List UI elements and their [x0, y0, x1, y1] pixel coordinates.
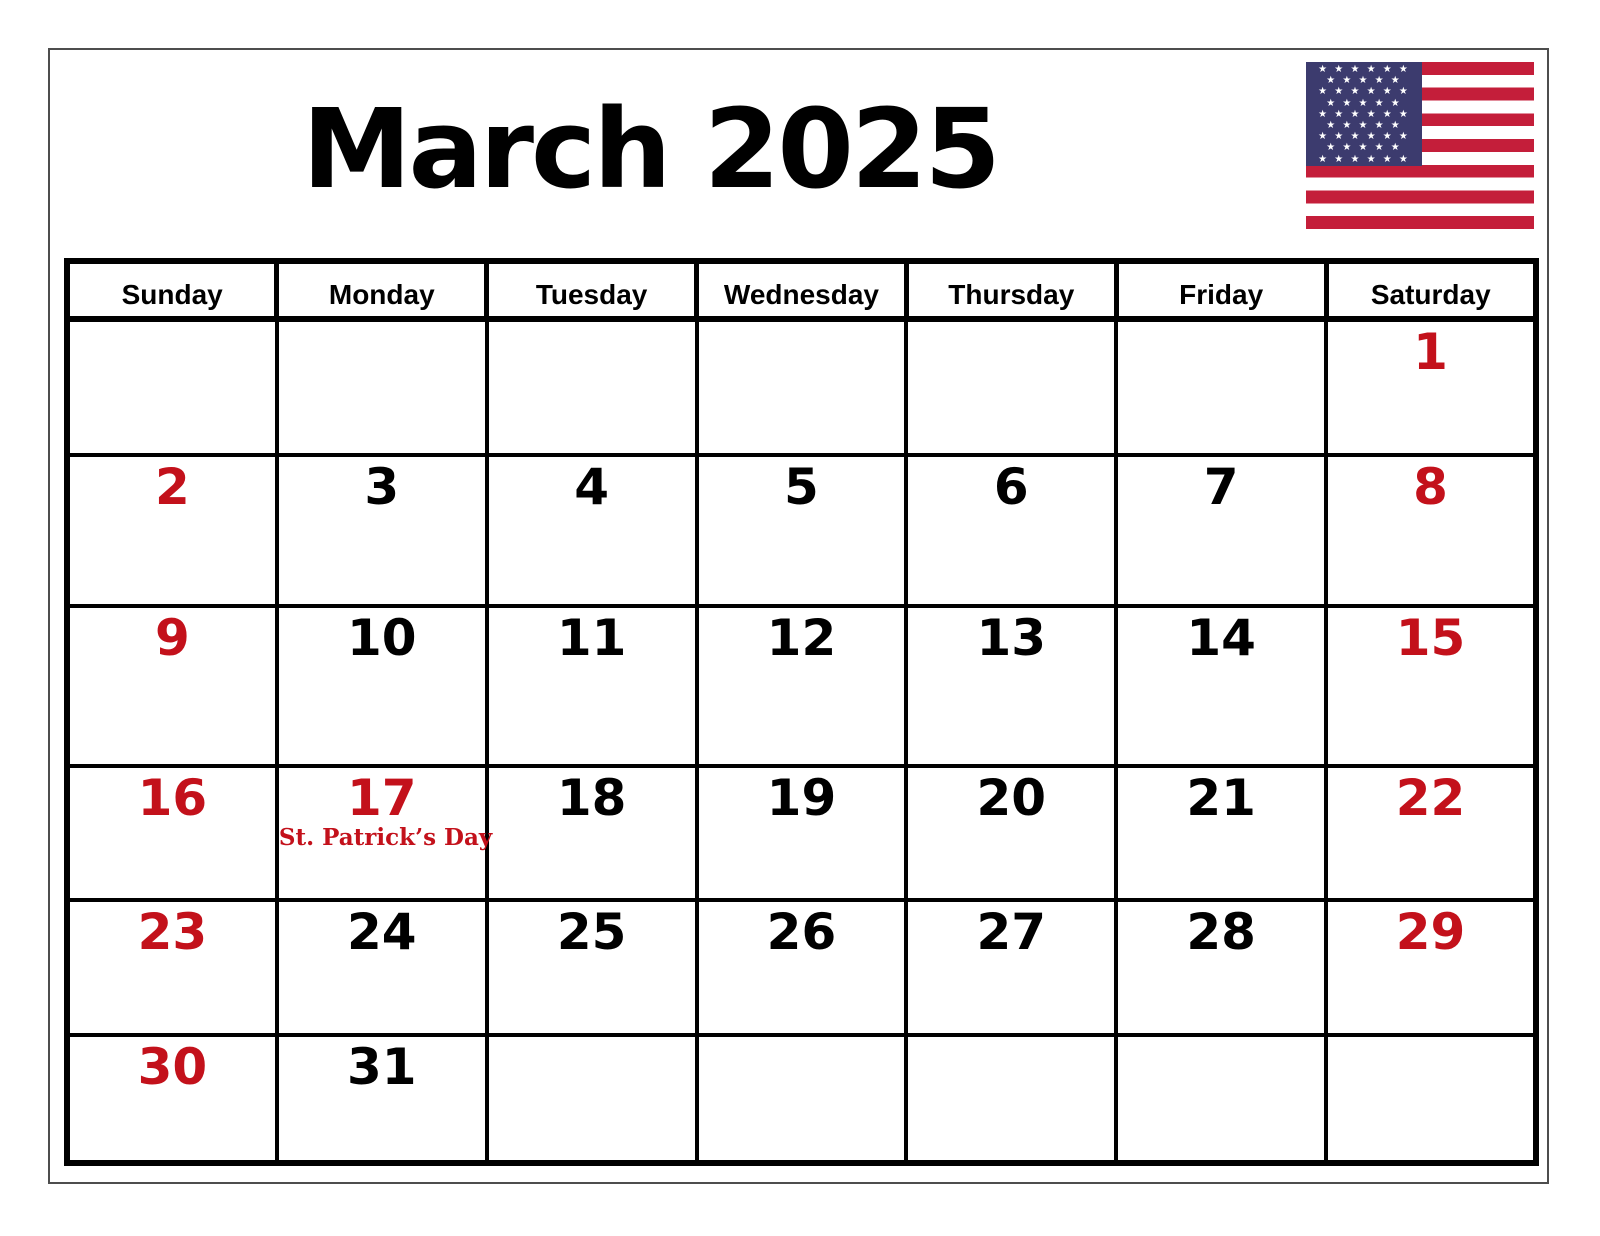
- day-number: 23: [137, 903, 208, 961]
- day-number: 6: [993, 458, 1029, 516]
- day-cell-1: [1326, 319, 1536, 455]
- day-number: 25: [556, 903, 627, 961]
- day-number: 29: [1395, 903, 1466, 961]
- day-cell-17: [277, 766, 493, 900]
- day-cell-3: [277, 455, 487, 606]
- flag-stars-row: ★ ★ ★ ★ ★ ★: [1318, 131, 1410, 143]
- flag-stars-row: ★ ★ ★ ★ ★ ★: [1318, 153, 1410, 165]
- weekday-header-row: [67, 261, 1536, 319]
- day-number: 15: [1395, 609, 1466, 667]
- day-number: 28: [1186, 903, 1256, 961]
- flag-canton: [1306, 62, 1422, 166]
- empty-day-cell: [277, 319, 487, 455]
- day-cell-24: [277, 900, 487, 1035]
- holiday-label: St. Patrick’s Day: [278, 824, 493, 851]
- day-cell-12: [697, 606, 907, 766]
- day-number: 27: [976, 903, 1047, 961]
- day-number: 2: [155, 458, 190, 516]
- day-cell-15: [1326, 606, 1536, 766]
- week-row: [67, 1035, 1536, 1163]
- day-number: 20: [976, 769, 1047, 827]
- empty-day-cell: [67, 319, 277, 455]
- day-cell-20: [906, 766, 1116, 900]
- flag-stars-row: ★ ★ ★ ★ ★: [1326, 75, 1402, 87]
- weekday-header-wednesday: Wednesday: [697, 261, 907, 319]
- day-number: 19: [766, 769, 837, 827]
- weekday-header-friday: Friday: [1116, 261, 1326, 319]
- day-number: 13: [976, 609, 1047, 667]
- day-cell-16: [67, 766, 277, 900]
- day-cell-9: [67, 606, 277, 766]
- day-cell-30: [67, 1035, 277, 1163]
- weekday-header-sunday: Sunday: [67, 261, 277, 319]
- day-cell-13: [906, 606, 1116, 766]
- day-cell-28: [1116, 900, 1326, 1035]
- day-number: 14: [1186, 609, 1256, 667]
- day-number: 16: [137, 769, 208, 827]
- day-number: 1: [1413, 323, 1448, 381]
- page-title: March 2025: [302, 85, 998, 213]
- day-number: 10: [346, 609, 417, 667]
- week-row: [67, 766, 1536, 900]
- flag-stars-row: ★ ★ ★ ★ ★: [1326, 120, 1402, 132]
- day-number: 30: [137, 1038, 208, 1096]
- day-number: 3: [364, 458, 400, 516]
- day-cell-14: [1116, 606, 1326, 766]
- day-cell-31: [277, 1035, 487, 1163]
- day-cell-19: [697, 766, 907, 900]
- day-number: 9: [155, 609, 190, 667]
- day-cell-2: [67, 455, 277, 606]
- day-number: 12: [766, 609, 837, 667]
- weekday-header-monday: Monday: [277, 261, 487, 319]
- week-row: [67, 455, 1536, 606]
- weekday-header-tuesday: Tuesday: [487, 261, 697, 319]
- day-cell-25: [487, 900, 697, 1035]
- calendar-table: [64, 258, 1539, 1166]
- day-cell-26: [697, 900, 907, 1035]
- flag-stars-row: ★ ★ ★ ★ ★: [1326, 97, 1402, 109]
- calendar-page: [48, 48, 1549, 1184]
- day-cell-22: [1326, 766, 1536, 900]
- day-number: 18: [556, 769, 627, 827]
- calendar-body: [67, 319, 1536, 1163]
- week-row: [67, 606, 1536, 766]
- day-number: 8: [1413, 458, 1448, 516]
- empty-day-cell: [906, 319, 1116, 455]
- weekday-header-thursday: Thursday: [906, 261, 1116, 319]
- day-number: 7: [1203, 458, 1239, 516]
- day-cell-18: [487, 766, 697, 900]
- empty-day-cell: [697, 1035, 907, 1163]
- flag-stars-row: ★ ★ ★ ★ ★ ★: [1318, 108, 1410, 120]
- day-cell-29: [1326, 900, 1536, 1035]
- day-cell-5: [697, 455, 907, 606]
- us-flag-icon: [1306, 62, 1534, 229]
- day-number: 24: [346, 903, 417, 961]
- day-number: 11: [556, 609, 627, 667]
- flag-stars-row: ★ ★ ★ ★ ★ ★: [1318, 64, 1410, 75]
- day-number: 5: [784, 458, 819, 516]
- day-number: 26: [766, 903, 837, 961]
- day-cell-23: [67, 900, 277, 1035]
- empty-day-cell: [1116, 319, 1326, 455]
- day-cell-11: [487, 606, 697, 766]
- week-row: [67, 900, 1536, 1035]
- day-number: 4: [574, 458, 609, 516]
- empty-day-cell: [697, 319, 907, 455]
- day-cell-10: [277, 606, 487, 766]
- empty-day-cell: [906, 1035, 1116, 1163]
- day-cell-6: [906, 455, 1116, 606]
- day-cell-27: [906, 900, 1116, 1035]
- day-cell-7: [1116, 455, 1326, 606]
- day-cell-8: [1326, 455, 1536, 606]
- flag-stars-row: ★ ★ ★ ★ ★: [1326, 142, 1402, 154]
- week-row: [67, 319, 1536, 455]
- day-number: 21: [1186, 769, 1256, 827]
- weekday-header-saturday: Saturday: [1326, 261, 1536, 319]
- day-number: 17: [346, 769, 417, 827]
- empty-day-cell: [1116, 1035, 1326, 1163]
- day-number: 22: [1395, 769, 1466, 827]
- empty-day-cell: [487, 319, 697, 455]
- weekday-row: [67, 261, 1536, 319]
- empty-day-cell: [1326, 1035, 1536, 1163]
- day-number: 31: [346, 1038, 417, 1096]
- day-cell-4: [487, 455, 697, 606]
- empty-day-cell: [487, 1035, 697, 1163]
- day-cell-21: [1116, 766, 1326, 900]
- flag-stars-row: ★ ★ ★ ★ ★ ★: [1318, 86, 1410, 98]
